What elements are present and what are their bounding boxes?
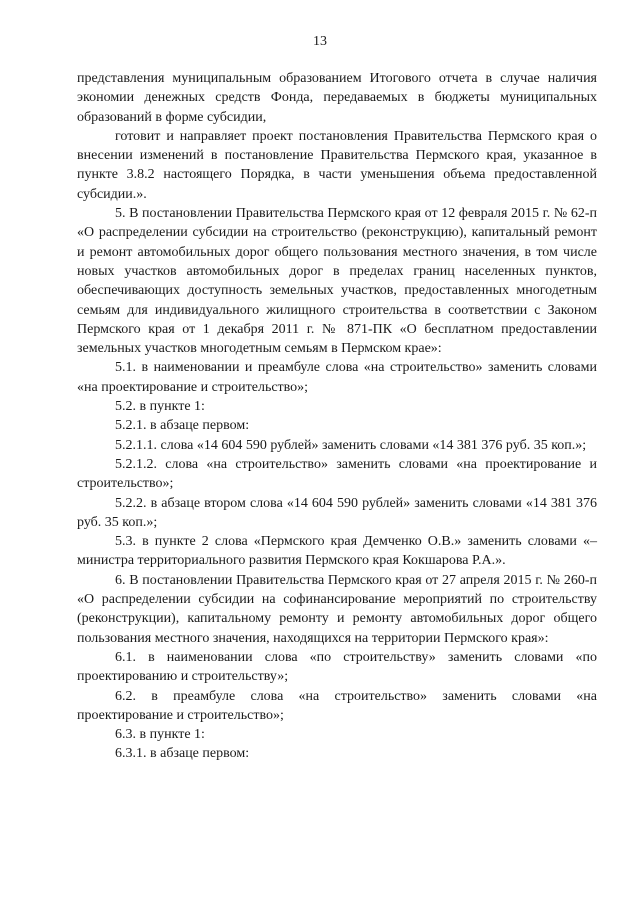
paragraph: 6. В постановлении Правительства Пермского края от 27 апреля 2015 г. № 260-п «О распределении субсидии на софинансирование мероприятий по строительству (реконструкции), капитальному ремонту и ремонту автомобильных дорог общего пользования местного значения, находящихся на территории Пермского края»: bbox=[77, 572, 597, 646]
paragraph: представления муниципальным образованием Итогового отчета в случае наличия экономии денежных средств Фонда, передаваемых в бюджеты муниципальных образований в форме субсидии, bbox=[77, 71, 597, 125]
paragraph: 5.2.1.1. слова «14 604 590 рублей» заменить словами «14 381 376 руб. 35 коп.»; bbox=[115, 437, 587, 453]
paragraph: 5. В постановлении Правительства Пермского края от 12 февраля 2015 г. № 62-п «О распределении субсидии на строительство (реконструкцию), капитальный ремонт и ремонт автомобильных дорог общего пользования местного значения, в том числе новых участков автомобильных дорог в пределах границ населенных пунктов, обеспечивающих доступность земельных участков, предоставленных многодетным семьям для индивидуального жилищного строительства в соответствии с Законом Пермского края от 1 декабря 2011 г. № 871-ПК «О бесплатном предоставлении земельных участков многодетным семьям в Пермском крае»: bbox=[77, 206, 597, 357]
paragraph: 6.1. в наименовании слова «по строительству» заменить словами «по проектированию и строительству»; bbox=[77, 649, 597, 685]
page-number: 13 bbox=[313, 34, 327, 49]
paragraph: 5.2.1.2. слова «на строительство» заменить словами «на проектирование и строительство»; bbox=[77, 456, 597, 492]
paragraph: 6.2. в преамбуле слова «на строительство» заменить словами «на проектирование и строительство»; bbox=[77, 688, 597, 723]
paragraph: 6.3. в пункте 1: bbox=[115, 727, 205, 743]
paragraph: 5.2.2. в абзаце втором слова «14 604 590 рублей» заменить словами «14 381 376 руб. 35 коп.»; bbox=[77, 495, 597, 530]
paragraph: 5.3. в пункте 2 слова «Пермского края Демченко О.В.» заменить словами «– министра территориального развития Пермского края Кокшарова Р.А.». bbox=[77, 534, 597, 569]
paragraph: 5.1. в наименовании и преамбуле слова «на строительство» заменить словами «на проектирование и строительство»; bbox=[77, 360, 597, 395]
document-body bbox=[77, 69, 597, 764]
paragraph: 6.3.1. в абзаце первом: bbox=[115, 746, 250, 762]
paragraph: готовит и направляет проект постановления Правительства Пермского края о внесении изменений в постановление Правительства Пермского края, указанное в пункте 3.8.2 настоящего Порядка, в части уменьшения объема предоставленной субсидии.». bbox=[77, 128, 597, 202]
paragraph: 5.2.1. в абзаце первом: bbox=[115, 418, 250, 434]
paragraph: 5.2. в пункте 1: bbox=[115, 399, 205, 415]
